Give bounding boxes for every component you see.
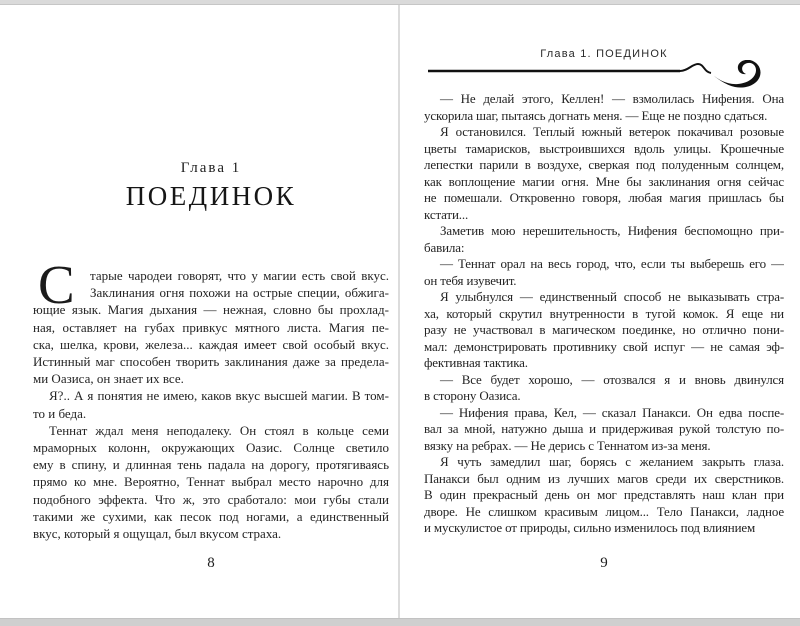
text-line: тарые чародеи говорят, что у магии есть свой вкус. xyxy=(90,268,389,283)
frame-top-edge xyxy=(0,0,800,5)
text-line: Я?.. А я понятия не имею, каков вкус высшей магии. В том- xyxy=(49,388,389,404)
text-line: не помешали. Откровенно говоря, любая магия пришлась бы xyxy=(424,190,784,205)
text-line: ему в спину, и длинная тень падала на дорогу, протягиваясь xyxy=(33,457,389,473)
text-line: Теннат ждал меня неподалеку. Он стоял в кольце семи xyxy=(49,422,389,438)
paragraph xyxy=(33,422,389,542)
text-line: вкус, который я ощущал, был вкусом страха. xyxy=(33,526,282,542)
paragraph xyxy=(424,223,784,256)
text-line: Заклинания огня похожи на острые специи, обжига- xyxy=(90,285,389,301)
text-line: разу не участвовал в магическом поединке, но отлично пони- xyxy=(424,322,784,337)
text-line: — Нифения права, Кел, — сказал Панакси. Он едва поспе- xyxy=(440,404,784,420)
right-page-text xyxy=(424,91,784,537)
text-line: такими же сухими, как песок под ногами, а единственный xyxy=(33,508,389,524)
text-line: Панакси был одним из лучших магов среди их сверстников. xyxy=(424,470,784,486)
text-line: ска, шелка, крови, железа... каждая имеет свой особый вкус. xyxy=(33,336,389,352)
text-line: — Все будет хорошо, — отозвался я и вновь двинулся xyxy=(440,371,784,387)
text-line: в сторону Оазиса. xyxy=(424,388,521,403)
paragraph xyxy=(33,267,389,387)
text-line: — Теннат орал на весь город, что, если ты выберешь его — xyxy=(440,256,784,271)
text-line: кстати... xyxy=(424,206,469,222)
drop-cap: С xyxy=(38,254,75,315)
chapter-label: Глава 1 xyxy=(180,160,242,176)
text-line: Я чуть замедлил шаг, борясь с желанием закрыть глаза. xyxy=(440,454,784,469)
paragraph xyxy=(424,91,784,124)
page-number-right: 9 xyxy=(600,555,608,571)
text-line: бавила: xyxy=(424,239,465,255)
text-line: вязку на ребрах. — Не дерись с Теннатом из-за меня. xyxy=(424,437,711,453)
text-line: прямо ко мне. Вероятно, Теннат выбрал место нарочно для xyxy=(33,474,389,490)
text-line: ющие язык. Магия дыхания — нежная, словно бы прохлад- xyxy=(33,302,389,318)
text-line: мраморных колонн, окружающих Оазис. Солнце светило xyxy=(33,440,389,456)
text-line: подобного эффекта. Что ж, это сработало: мои губы стали xyxy=(33,491,389,507)
page-number-left: 8 xyxy=(207,555,215,571)
paragraph xyxy=(424,289,784,372)
text-line: Заметив мою нерешительность, Нифения беспомощно при- xyxy=(440,223,784,238)
text-line: — Не делай этого, Келлен! — взмолилась Нифения. Она xyxy=(440,91,784,106)
paragraph xyxy=(424,256,784,289)
text-line: ха, который скрутил внутренности в тугой комок. Я еще ни xyxy=(424,305,784,321)
text-line: то и беда. xyxy=(33,405,87,421)
text-line: он тебя изувечит. xyxy=(424,272,517,288)
text-line: как воплощение магии огня. Мне бы заклинания огня сейчас xyxy=(424,173,784,189)
text-line: лепестки парили в воздухе, сверкая под полуденным солнцем, xyxy=(424,157,784,172)
text-line: В один прекрасный день он мог представлять наш клан при xyxy=(424,487,784,502)
page-gutter xyxy=(398,5,400,618)
text-line: вал за мной, натужно дыша и придерживая рукой толстую по- xyxy=(424,421,784,436)
text-line: Я остановился. Теплый южный ветерок покачивал розовые xyxy=(440,124,784,139)
running-head: Глава 1. ПОЕДИНОК xyxy=(540,48,668,60)
text-line: дворе. Не слишком красивым лицом... Тело Панакси, ладное xyxy=(424,503,784,519)
text-line: ускорила шаг, пытаясь догнать меня. — Еще не поздно сдаться. xyxy=(424,107,768,123)
text-line: цветы тамарисков, выстроившихся вдоль улицы. Крошечные xyxy=(424,140,784,156)
text-line: Истинный маг способен творить заклинания даже за предела- xyxy=(33,354,389,370)
text-line: фективная тактика. xyxy=(424,355,528,370)
paragraph xyxy=(33,387,389,421)
paragraph xyxy=(424,372,784,405)
left-page-text xyxy=(33,267,389,542)
text-line: мал: демонстрировать противнику свой испуг — не самая эф- xyxy=(424,338,784,354)
flourish-ornament-icon xyxy=(428,60,768,92)
text-line: Я улыбнулся — единственный способ не выказывать стра- xyxy=(440,289,784,304)
text-line: и мускулистое от природы, сильно изменилось под влиянием xyxy=(424,520,756,535)
paragraph xyxy=(424,124,784,223)
text-line: ная, оставляет на губах привкус мятного листа. Магия пе- xyxy=(33,319,389,335)
paragraph xyxy=(424,405,784,455)
text-line: ми Оазиса, он знает их все. xyxy=(33,371,184,387)
chapter-title: ПОЕДИНОК xyxy=(125,181,297,211)
paragraph xyxy=(424,454,784,537)
